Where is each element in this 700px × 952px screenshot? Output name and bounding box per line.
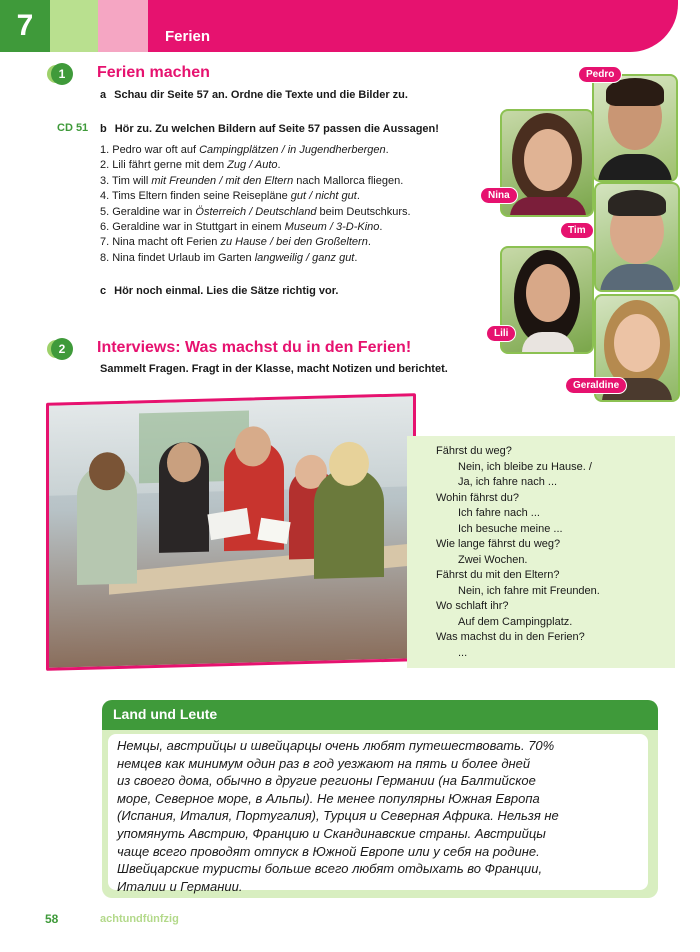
section-1-title: Ferien machen [97, 64, 210, 81]
chapter-number: 7 [16, 9, 34, 42]
classroom-photo [46, 393, 416, 671]
text-line: чаще всего проводят отпуск в Южной Европе или у себя на родине. [117, 843, 540, 859]
dialog-answer: Zwei Wochen. [458, 553, 528, 566]
statement-list [100, 143, 411, 266]
text-line: море, Северное море, в Альпы). Не менее популярны Южная Европа [117, 790, 540, 806]
section-1-number: 1 [51, 63, 73, 85]
text-line: Немцы, австрийцы и швейцарцы очень любят путешествовать. 70% [117, 738, 555, 753]
section-2-title: Interviews: Was machst du in den Ferien! [97, 339, 412, 356]
task-c [100, 285, 338, 297]
land-und-leute-title: Land und Leute [113, 706, 218, 722]
dialog-answer: Ja, ich fahre nach ... [458, 476, 558, 488]
text-line: Швейцарские туристы больше всего любят отдыхать во Франции, [117, 861, 543, 877]
task-c-letter: c [100, 285, 107, 297]
geraldine-name-tag: Geraldine [565, 377, 627, 394]
chapter-title: Ferien [165, 28, 211, 45]
page-number-word: achtundfünfzig [100, 913, 179, 925]
dialog-question: Was machst du in den Ferien? [436, 631, 585, 643]
dialog-question: Wohin fährst du? [436, 491, 519, 504]
pedro-name-tag: Pedro [578, 66, 622, 83]
dialog-answer: Ich besuche meine ... [458, 522, 563, 535]
dialog-answer: Auf dem Campingplatz. [458, 615, 573, 628]
section-2-number: 2 [51, 338, 73, 360]
statement-item: 8. Nina findet Urlaub im Garten langweilig / ganz gut. [100, 251, 358, 264]
lili-name-tag: Lili [486, 325, 516, 342]
header-stripe-light-green [50, 0, 98, 52]
statement-item: 3. Tim will mit Freunden / mit den Eltern nach Mallorca fliegen. [100, 174, 404, 187]
pedro-photo [592, 74, 678, 182]
text-line: упомянуть Австрию, Францию и Скандинавские страны. Австрийцы [117, 825, 546, 841]
dialog-answer: Nein, ich bleibe zu Hause. / [458, 460, 592, 473]
header-banner [148, 0, 678, 52]
task-b-text: Hör zu. Zu welchen Bildern auf Seite 57 passen die Aussagen! [114, 123, 439, 135]
text-line: немцев как минимум один раз в год уезжают на пять и более дней [117, 755, 531, 771]
dialog-question: Wo schlaft ihr? [436, 600, 509, 612]
task-a-text: Schau dir Seite 57 an. Ordne die Texte und die Bilder zu. [114, 89, 408, 101]
statement-item: 5. Geraldine war in Österreich / Deutschland beim Deutschkurs. [100, 205, 411, 218]
nina-name-tag: Nina [480, 187, 518, 204]
dialog-answer: ... [458, 646, 468, 659]
dialog-question: Fährst du mit den Eltern? [436, 569, 560, 581]
dialog-question: Fährst du weg? [436, 445, 512, 457]
cd-track-label: CD 51 [57, 122, 89, 134]
land-und-leute-text [117, 737, 647, 895]
task-a [100, 89, 408, 101]
text-line: Италии и Германии. [117, 878, 243, 894]
section-2-instruction: Sammelt Fragen. Fragt in der Klasse, macht Notizen und berichtet. [100, 363, 448, 375]
task-b-letter: b [100, 123, 107, 135]
tim-photo [594, 182, 680, 292]
dialog-answer: Ich fahre nach ... [458, 507, 540, 519]
page-number: 58 [45, 912, 59, 926]
statement-item: 2. Lili fährt gerne mit dem Zug / Auto. [100, 159, 281, 172]
task-b [100, 123, 439, 135]
text-line: (Испания, Италия, Португалия), Турция и Северная Африка. Нельзя не [117, 808, 559, 824]
dialog-answer: Nein, ich fahre mit Freunden. [458, 584, 600, 597]
statement-item: 4. Tims Eltern finden seine Reisepläne gut / nicht gut. [100, 190, 360, 203]
task-c-text: Hör noch einmal. Lies die Sätze richtig vor. [114, 285, 339, 297]
task-a-letter: a [100, 89, 107, 101]
interview-dialog [436, 444, 600, 661]
header-stripe-light-pink [98, 0, 148, 52]
dialog-question: Wie lange fährst du weg? [436, 538, 561, 550]
text-line: из своего дома, обычно в другие регионы Германии (на Балтийское [117, 773, 536, 789]
statement-item: 6. Geraldine war in Stuttgart in einem Museum / 3-D-Kino. [100, 221, 383, 234]
statement-item: 7. Nina macht oft Ferien zu Hause / bei den Großeltern. [100, 236, 371, 249]
tim-name-tag: Tim [560, 222, 594, 239]
statement-item: 1. Pedro war oft auf Campingplätzen / in Jugendherbergen. [100, 144, 389, 156]
